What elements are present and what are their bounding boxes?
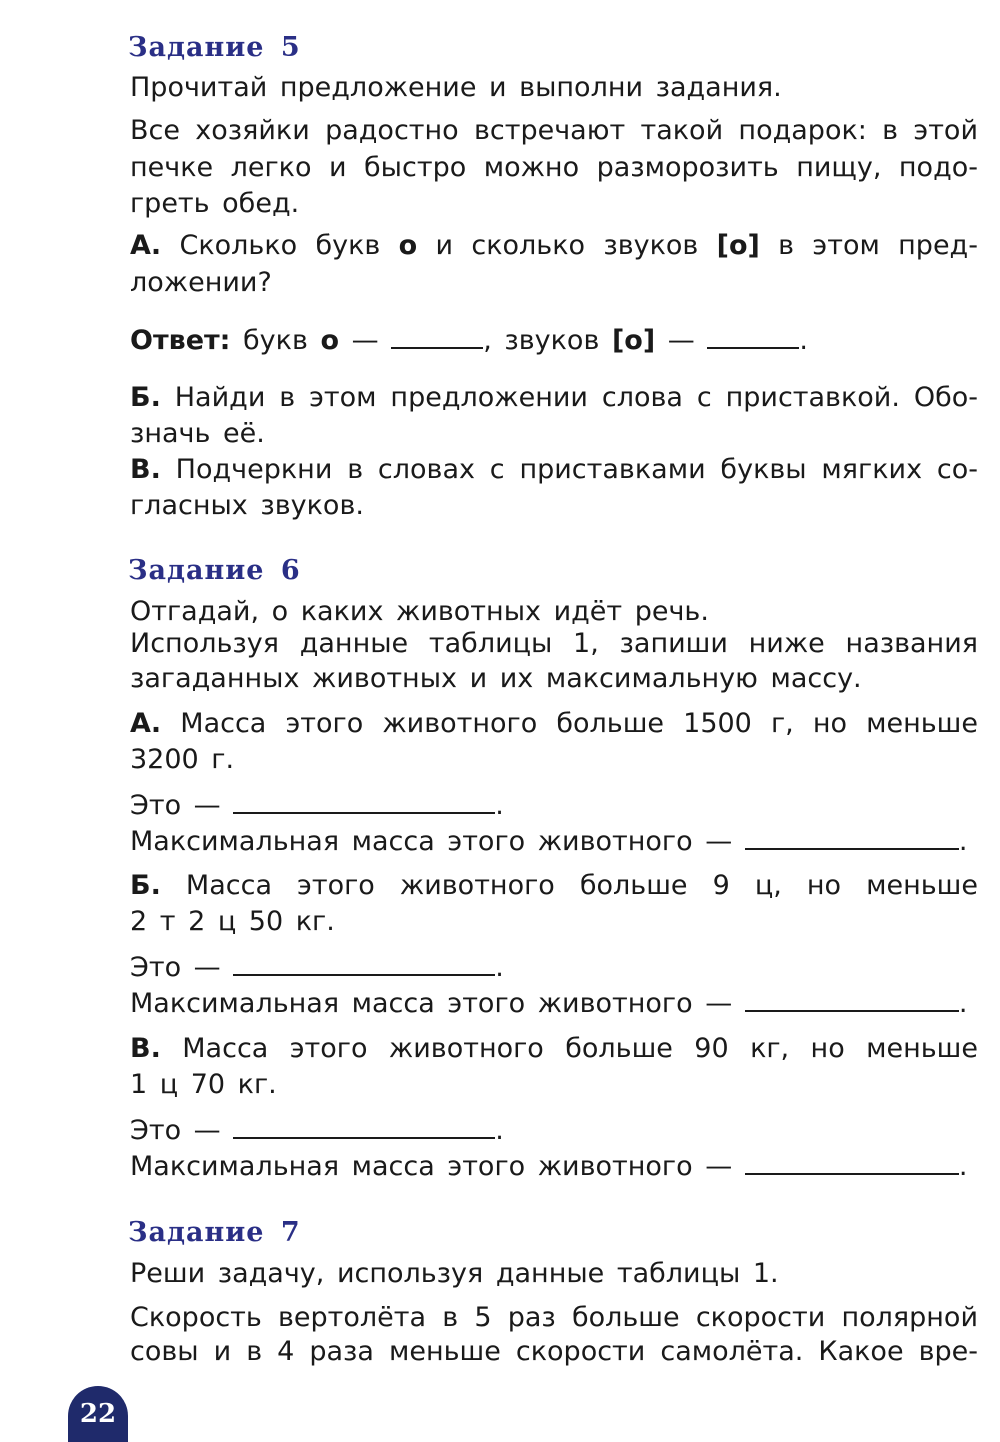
- task7-instruction: Реши задачу, используя данные таблицы 1.: [130, 1258, 779, 1289]
- task5-question-v-line-1: [130, 452, 978, 487]
- task5-question-b-line-2: значь её.: [130, 418, 265, 449]
- task6-item-v-animal-blank[interactable]: [233, 1115, 495, 1139]
- task5-question-b-line-1: [130, 380, 978, 415]
- task6-item-b-eto-end: .: [495, 952, 504, 983]
- task5-a-text-2: и сколько звуков: [417, 230, 717, 261]
- task6-item-a-animal-blank[interactable]: [233, 790, 495, 814]
- task6-intro-line-1: Отгадай, о каких животных идёт речь.: [130, 596, 709, 627]
- task6-item-b-line-2: 2 т 2 ц 50 кг.: [130, 906, 335, 937]
- task6-item-b-eto-line: [130, 950, 978, 985]
- task6-item-v-line-2: 1 ц 70 кг.: [130, 1069, 277, 1100]
- task7-heading: Задание 7: [128, 1217, 301, 1248]
- task6-item-v-mass-line: [130, 1149, 978, 1184]
- task6-item-a-eto-end: .: [495, 790, 504, 821]
- task5-question-a-line-1: [130, 228, 978, 263]
- task6-item-a-mass-text: Максимальная масса этого животного —: [130, 826, 745, 857]
- task5-a-sound: [о]: [716, 230, 760, 261]
- task5-answer-dash-2: —: [655, 325, 708, 356]
- task6-item-b-mass-blank[interactable]: [745, 988, 959, 1012]
- task6-item-v-eto-end: .: [495, 1115, 504, 1146]
- task6-item-b-mass-text: Максимальная масса этого животного —: [130, 988, 745, 1019]
- task5-v-label: В.: [130, 454, 161, 485]
- task6-item-b-label: Б.: [130, 870, 161, 901]
- task6-item-v-line-1: [130, 1031, 978, 1066]
- page-number-badge: 22: [68, 1386, 128, 1442]
- task5-instruction: Прочитай предложение и выполни задания.: [130, 72, 782, 103]
- task6-item-a-mass-line: [130, 824, 978, 859]
- task6-item-a-line-1: [130, 706, 978, 741]
- task6-item-a-eto: Это —: [130, 790, 234, 821]
- task5-sentence-line-3: греть обед.: [130, 188, 300, 219]
- task5-answer-text-1: букв: [230, 325, 321, 356]
- task5-a-text-1: Сколько букв: [161, 230, 399, 261]
- task6-item-v-label: В.: [130, 1033, 161, 1064]
- task6-item-v-text: Масса этого животного больше 90 кг, но меньше: [160, 1033, 978, 1064]
- task6-item-b-eto: Это —: [130, 952, 234, 983]
- task6-item-a-label: А.: [130, 708, 162, 739]
- task6-item-v-mass-text: Максимальная масса этого животного —: [130, 1151, 745, 1182]
- task6-item-v-eto-line: [130, 1113, 978, 1148]
- task5-a-label: А.: [130, 230, 162, 261]
- task5-sentence-line-1: Все хозяйки радостно встречают такой подарок: в этой: [130, 115, 978, 146]
- task6-item-b-text: Масса этого животного больше 9 ц, но меньше: [160, 870, 978, 901]
- task6-item-b-mass-end: .: [958, 988, 968, 1019]
- task5-b-label: Б.: [130, 382, 161, 413]
- task5-sentence-line-2: печке легко и быстро можно разморозить пищу, подо-: [130, 152, 978, 183]
- task6-item-a-text: Масса этого животного больше 1500 г, но меньше: [161, 708, 978, 739]
- task5-answer-end: .: [799, 325, 808, 356]
- task5-answer-sound: [о]: [611, 325, 656, 356]
- task7-line-2: совы и в 4 раза меньше скорости самолёта. Какое вре-: [130, 1336, 978, 1367]
- task5-answer-dash-1: —: [339, 325, 392, 356]
- task5-letters-count-blank[interactable]: [391, 325, 483, 349]
- task5-sounds-count-blank[interactable]: [707, 325, 799, 349]
- task7-line-1: Скорость вертолёта в 5 раз больше скорости полярной: [130, 1302, 978, 1333]
- task5-question-v-line-2: гласных звуков.: [130, 490, 364, 521]
- task5-a-letter: о: [398, 230, 418, 261]
- task6-intro-line-2: Используя данные таблицы 1, запиши ниже названия: [130, 628, 978, 659]
- task5-v-text: Подчеркни в словах с приставками буквы мягких со-: [160, 454, 978, 485]
- task5-answer-text-2: , звуков: [483, 325, 612, 356]
- task5-answer-letter: о: [320, 325, 340, 356]
- task6-item-v-eto: Это —: [130, 1115, 234, 1146]
- task5-b-text: Найди в этом предложении слова с приставкой. Обо-: [160, 382, 978, 413]
- task5-question-a-line-2: ложении?: [130, 267, 272, 298]
- task6-item-b-line-1: [130, 868, 978, 903]
- task6-item-a-line-2: 3200 г.: [130, 744, 235, 775]
- task6-intro-line-3: загаданных животных и их максимальную массу.: [130, 663, 862, 694]
- task6-item-v-mass-end: .: [958, 1151, 968, 1182]
- task5-heading: Задание 5: [128, 32, 301, 63]
- task6-item-b-animal-blank[interactable]: [233, 952, 495, 976]
- task6-item-b-mass-line: [130, 986, 978, 1021]
- task5-answer-label: Ответ:: [130, 325, 231, 356]
- task6-item-a-eto-line: [130, 788, 978, 823]
- task5-answer-line: [130, 323, 978, 358]
- task6-item-a-mass-end: .: [958, 826, 968, 857]
- task6-heading: Задание 6: [128, 555, 301, 586]
- task6-item-a-mass-blank[interactable]: [745, 826, 959, 850]
- task6-item-v-mass-blank[interactable]: [745, 1151, 959, 1175]
- task5-a-text-3: в этом пред-: [759, 230, 978, 261]
